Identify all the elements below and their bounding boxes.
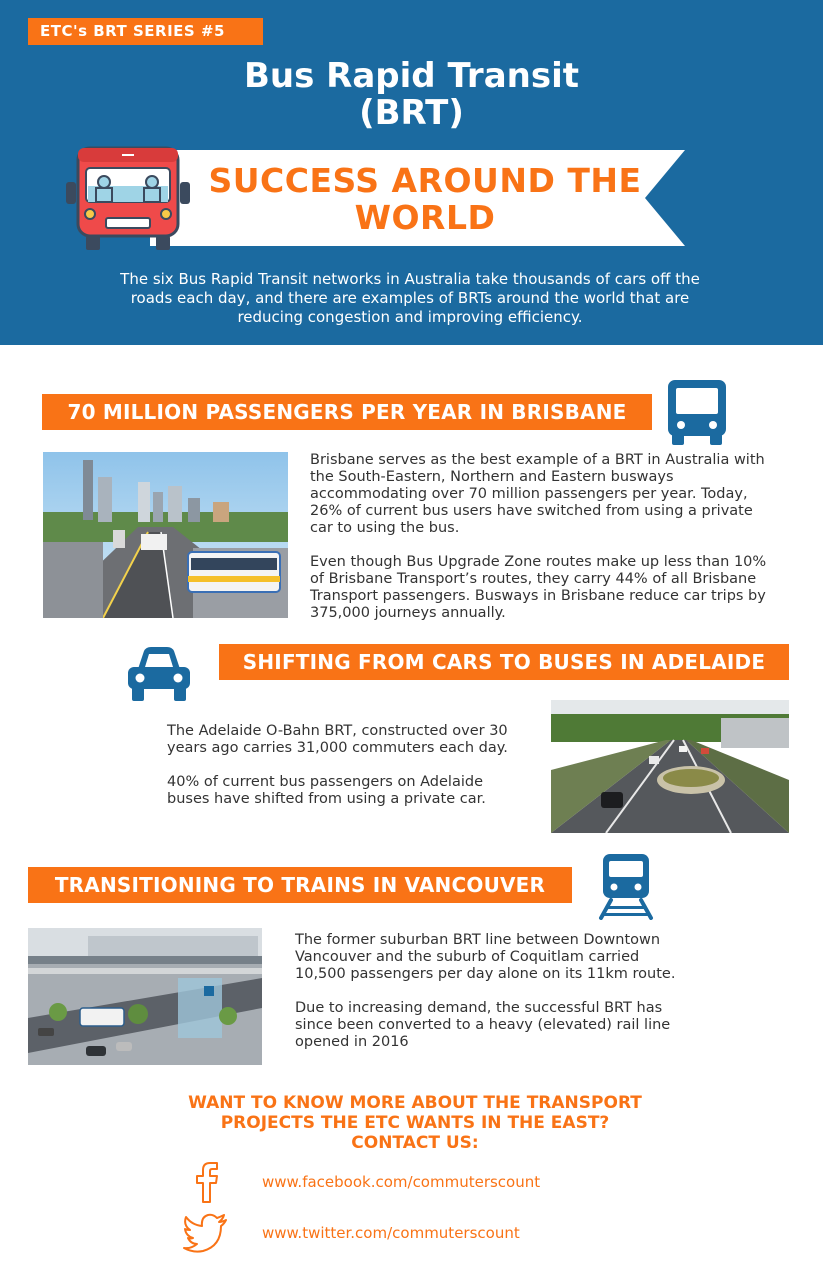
brisbane-busway-photo xyxy=(43,452,288,618)
adelaide-heading: SHIFTING FROM CARS TO BUSES IN ADELAIDE xyxy=(219,644,789,680)
series-tag: ETC's BRT SERIES #5 xyxy=(28,18,263,45)
brisbane-paragraph-1: Brisbane serves as the best example of a BRT in Australia with the South-Eastern, Northern and Eastern busways accommodating over 70 million passengers per year. Today, 26% of current bus users have switched from using a private car to using the bus. xyxy=(310,452,765,536)
twitter-icon[interactable] xyxy=(183,1213,229,1253)
adelaide-body xyxy=(167,723,527,825)
brisbane-paragraph-2: Even though Bus Upgrade Zone routes make up less than 10% of Brisbane Transport’s routes, they carry 44% of all Brisbane Transport passengers. Busways in Brisbane reduce car trips by 375,000 journeys annually. xyxy=(310,554,767,621)
brisbane-body xyxy=(310,452,780,639)
adelaide-obahn-photo xyxy=(551,700,789,833)
car-icon xyxy=(126,645,192,703)
intro-text: The six Bus Rapid Transit networks in Australia take thousands of cars off the roads each day, and there are examples of BRTs around the world that are reducing congestion and improving efficiency. xyxy=(120,270,700,326)
cta-line-1: WANT TO KNOW MORE ABOUT THE TRANSPORT xyxy=(188,1093,642,1113)
vancouver-heading: TRANSITIONING TO TRAINS IN VANCOUVER xyxy=(28,867,572,903)
adelaide-paragraph-1: The Adelaide O-Bahn BRT, constructed over 30 years ago carries 31,000 commuters each day. xyxy=(167,723,508,756)
facebook-icon[interactable] xyxy=(192,1160,220,1204)
brisbane-heading: 70 MILLION PASSENGERS PER YEAR IN BRISBANE xyxy=(42,394,652,430)
cta-line-3: CONTACT US: xyxy=(351,1133,479,1153)
twitter-link[interactable]: www.twitter.com/commuterscount xyxy=(262,1224,520,1242)
cta-line-2: PROJECTS THE ETC WANTS IN THE EAST? xyxy=(220,1113,610,1133)
vancouver-body xyxy=(295,932,685,1068)
contact-cta xyxy=(120,1093,710,1153)
facebook-link[interactable]: www.facebook.com/commuterscount xyxy=(262,1173,541,1191)
adelaide-paragraph-2: 40% of current bus passengers on Adelaide buses have shifted from using a private car. xyxy=(167,774,486,807)
vancouver-paragraph-2: Due to increasing demand, the successful BRT has since been converted to a heavy (elevated) rail line opened in 2016 xyxy=(295,1000,671,1050)
vancouver-station-photo xyxy=(28,928,262,1065)
bus-front-illustration xyxy=(64,144,192,254)
header-panel xyxy=(0,0,823,345)
page-title-acronym: (BRT) xyxy=(359,93,464,133)
train-icon xyxy=(597,852,655,920)
bus-icon xyxy=(666,378,728,446)
banner-ribbon xyxy=(150,150,690,246)
vancouver-paragraph-1: The former suburban BRT line between Downtown Vancouver and the suburb of Coquitlam carried 10,500 passengers per day alone on its 11km route. xyxy=(295,932,676,982)
banner-heading: SUCCESS AROUND THE WORLD xyxy=(208,161,642,237)
page-title: Bus Rapid Transit xyxy=(243,56,579,96)
